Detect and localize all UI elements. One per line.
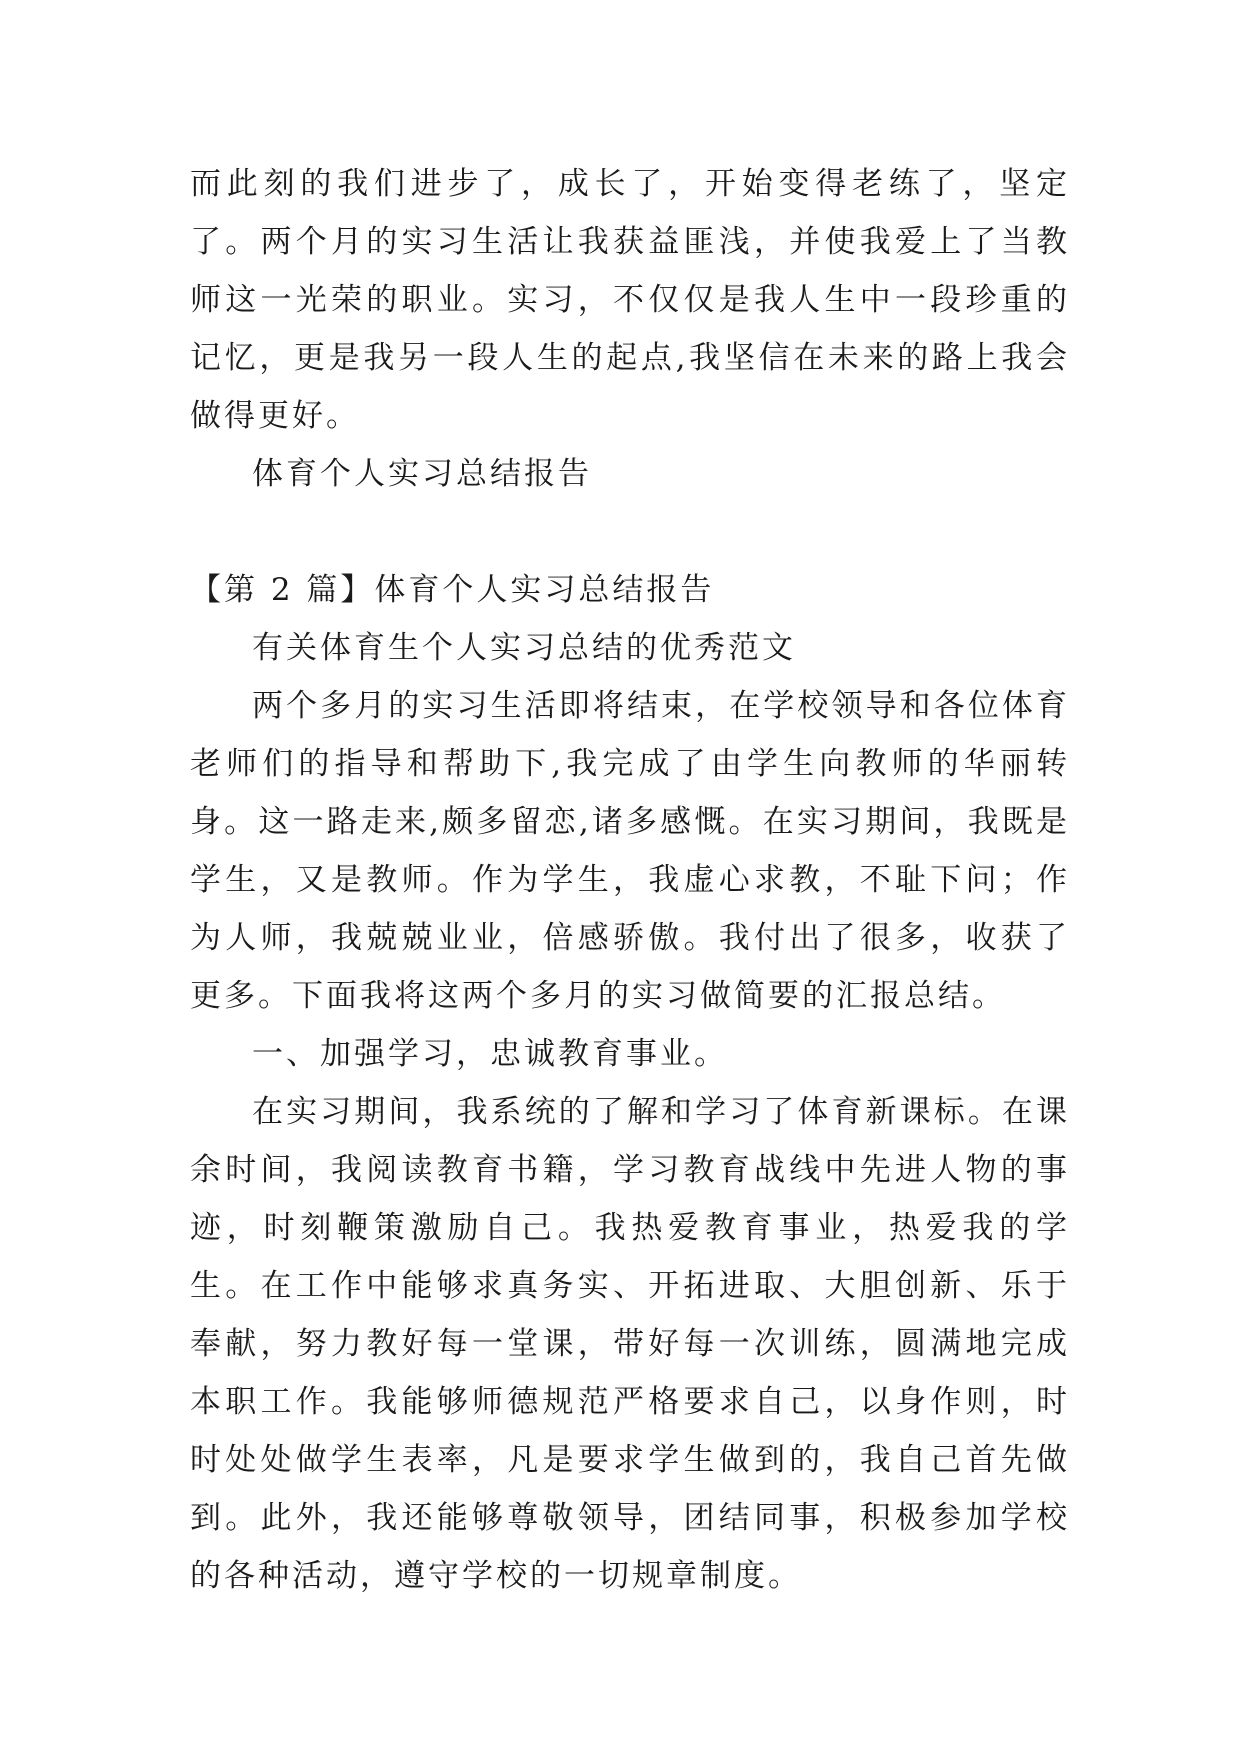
article-heading: 【第 2 篇】体育个人实习总结报告 — [190, 572, 715, 608]
section-heading-1: 一、加强学习，忠诚教育事业。 — [252, 1036, 728, 1072]
section-title: 体育个人实习总结报告 — [252, 456, 592, 492]
paragraph-intro: 两个多月的实习生活即将结束，在学校领导和各位体育老师们的指导和帮助下,我完成了由学生向教师的华丽转身。这一路走来,颇多留恋,诸多感慨。在实习期间，我既是学生，又是教师。作为学生，我虚心求教，不耻下问；作为人师，我兢兢业业，倍感骄傲。我付出了很多，收获了更多。下面我将这两个多月的实习做简要的汇报总结。 — [190, 688, 1070, 1014]
paragraph-section-1: 在实习期间，我系统的了解和学习了体育新课标。在课余时间，我阅读教育书籍，学习教育战线中先进人物的事迹，时刻鞭策激励自己。我热爱教育事业，热爱我的学生。在工作中能够求真务实、开拓进取、大胆创新、乐于奉献，努力教好每一堂课，带好每一次训练，圆满地完成本职工作。我能够师德规范严格要求自己，以身作则，时时处处做学生表率，凡是要求学生做到的，我自己首先做到。此外，我还能够尊敬领导，团结同事，积极参加学校的各种活动，遵守学校的一切规章制度。 — [190, 1094, 1070, 1594]
article-subtitle: 有关体育生个人实习总结的优秀范文 — [252, 630, 796, 666]
paragraph-closing: 而此刻的我们进步了，成长了，开始变得老练了，坚定了。两个月的实习生活让我获益匪浅，并使我爱上了当教师这一光荣的职业。实习，不仅仅是我人生中一段珍重的记忆，更是我另一段人生的起点,我坚信在未来的路上我会做得更好。 — [190, 166, 1070, 434]
document-body — [190, 155, 1070, 1605]
